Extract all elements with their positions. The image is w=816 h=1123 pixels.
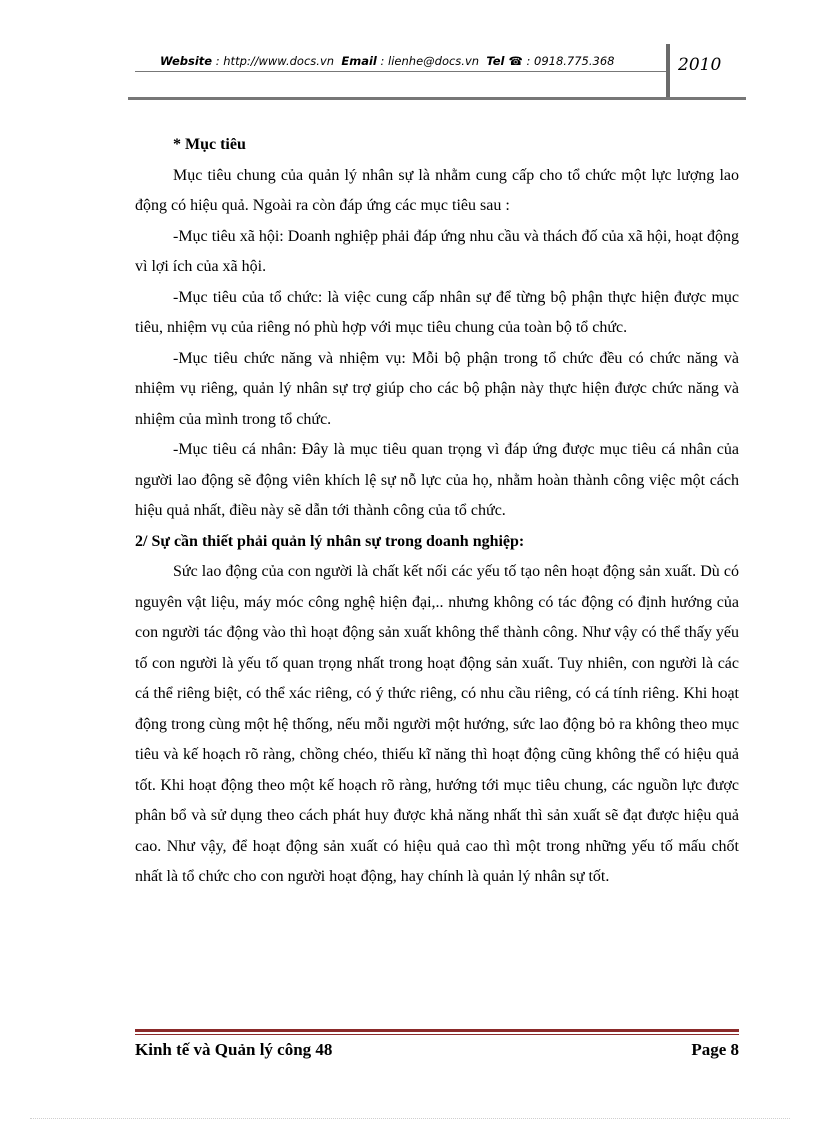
footer-divider-thick bbox=[135, 1029, 739, 1032]
paragraph-4: -Mục tiêu chức năng và nhiệm vụ: Mỗi bộ phận trong tổ chức đều có chức năng và nhiệm vụ riêng, quản lý nhân sự trợ giúp cho các bộ phận này thực hiện được chức năng và nhiệm của mình trong tổ chức. bbox=[135, 349, 739, 428]
header-divider-thick bbox=[128, 97, 746, 100]
heading-section-2: 2/ Sự cần thiết phải quản lý nhân sự trong doanh nghiệp: bbox=[135, 532, 525, 550]
email-value[interactable]: lienhe@docs.vn bbox=[388, 54, 480, 68]
header-contact-line: Website : http://www.docs.vn Email : lienhe@docs.vn Tel ☎ : 0918.775.368 bbox=[160, 54, 615, 68]
paragraph-5: -Mục tiêu cá nhân: Đây là mục tiêu quan trọng vì đáp ứng được mục tiêu cá nhân của người lao động sẽ động viên khích lệ sự nỗ lực của họ, nhằm hoàn thành công việc một cách hiệu quả nhất, điều này sẽ dẫn tới thành công của tổ chức. bbox=[135, 441, 739, 519]
heading-objectives: * Mục tiêu bbox=[173, 136, 246, 153]
website-url[interactable]: http://www.docs.vn bbox=[223, 54, 335, 68]
tel-value: 0918.775.368 bbox=[534, 54, 615, 68]
page-number: Page 8 bbox=[691, 1040, 739, 1059]
paragraph-1: Mục tiêu chung của quản lý nhân sự là nhằm cung cấp cho tổ chức một lực lượng lao động có hiệu quả. Ngoài ra còn đáp ứng các mục tiêu sau : bbox=[135, 166, 739, 214]
email-label: Email bbox=[341, 54, 377, 68]
footer-divider-thin bbox=[135, 1034, 739, 1035]
header-year: 2010 bbox=[678, 55, 722, 75]
paragraph-3: -Mục tiêu của tổ chức: là việc cung cấp nhân sự để từng bộ phận thực hiện được mục tiêu, nhiệm vụ của riêng nó phù hợp với mục tiêu chung của toàn bộ tổ chức. bbox=[135, 288, 739, 336]
footer-title: Kinh tế và Quản lý công 48 bbox=[135, 1040, 333, 1059]
page-bottom-edge bbox=[30, 1118, 790, 1119]
body-content bbox=[135, 130, 739, 893]
header-vertical-bar bbox=[666, 44, 670, 100]
tel-label: Tel ☎ bbox=[486, 54, 523, 68]
website-label: Website bbox=[160, 54, 213, 68]
paragraph-6: Sức lao động của con người là chất kết nối các yếu tố tạo nên hoạt động sản xuất. Dù có nguyên vật liệu, máy móc công nghệ hiện đại,.. nhưng không có tác động có định hướng của con người tác động vào thì hoạt động sản xuất không thể thành công. Như vậy có thể thấy yếu tố con người là yếu tố quan trọng nhất trong hoạt động sản xuất. Tuy nhiên, con người là các cá thể riêng biệt, có thể xác riêng, có ý thức riêng, có nhu cầu riêng, có cá tính riêng. Khi hoạt động trong cùng một hệ thống, nếu mỗi người một hướng, sức lao động bỏ ra không theo mục tiêu và kế hoạch rõ ràng, chồng chéo, thiếu kĩ năng thì hoạt động cũng không thể có hiệu quả tốt. Khi hoạt động theo một kế hoạch rõ ràng, hướng tới mục tiêu chung, các nguồn lực được phân bổ và sử dụng theo cách phát huy được khả năng nhất thì sản xuất sẽ đạt được hiệu quả cao. Như vậy, để hoạt động sản xuất có hiệu quả cao thì một trong những yếu tố mấu chốt nhất là tổ chức cho con người hoạt động, hay chính là quản lý nhân sự tốt. bbox=[135, 563, 739, 885]
header-divider-thin bbox=[135, 71, 668, 72]
paragraph-2: -Mục tiêu xã hội: Doanh nghiệp phải đáp ứng nhu cầu và thách đố của xã hội, hoạt động vì lợi ích của xã hội. bbox=[135, 227, 739, 275]
